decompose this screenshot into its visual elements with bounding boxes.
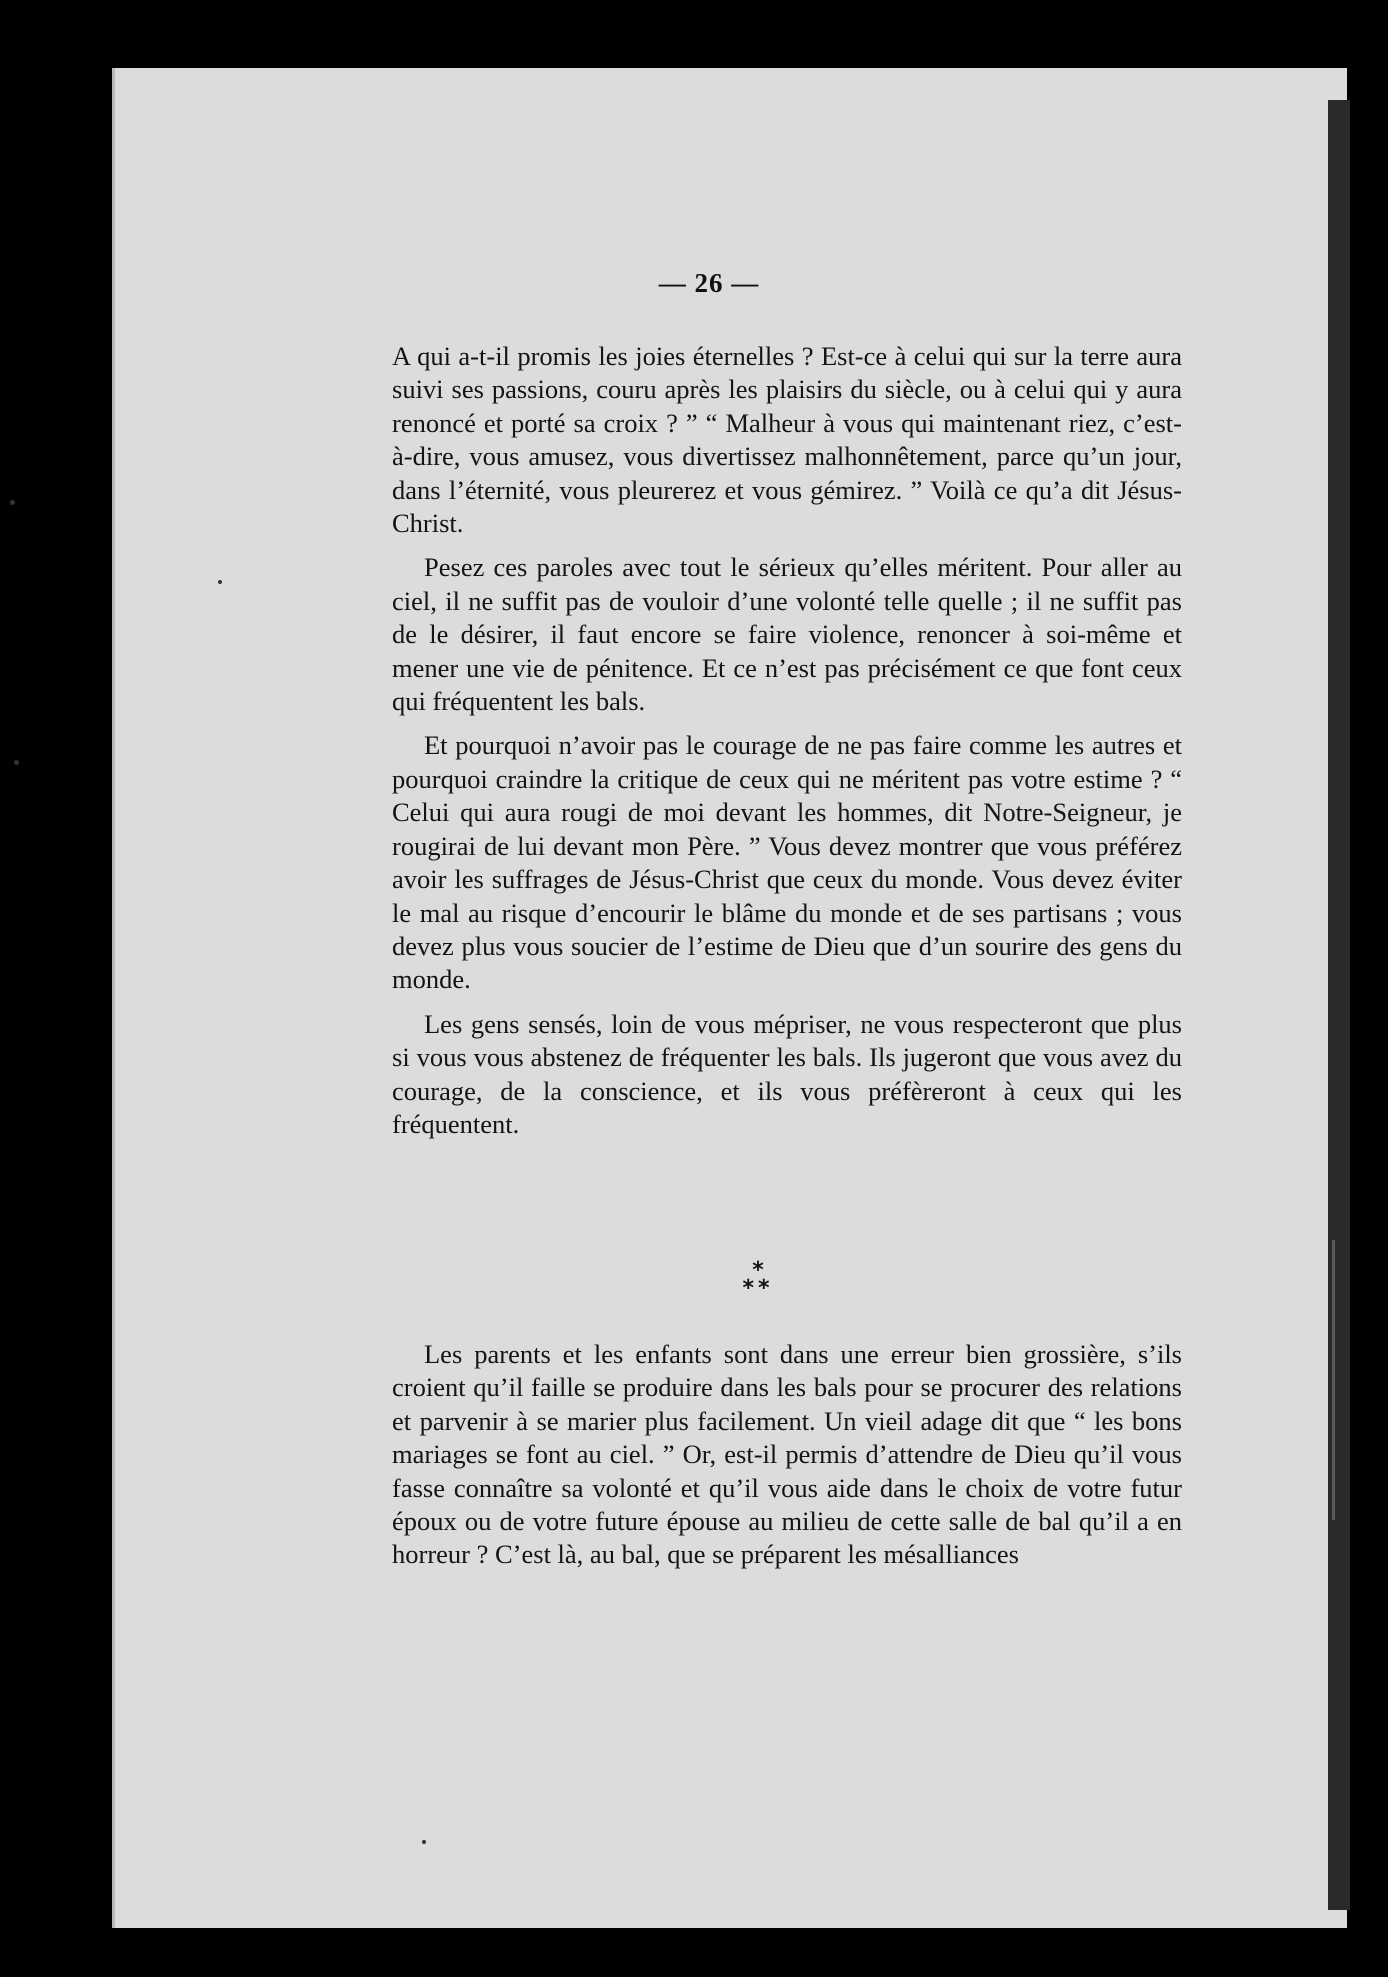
scan-speck — [218, 580, 222, 584]
section-1 — [392, 340, 1182, 1152]
asterism-top: * — [752, 1258, 764, 1283]
scan-speck — [14, 760, 19, 765]
page-edge-mark — [1332, 1240, 1335, 1520]
section-2 — [392, 1338, 1182, 1583]
paragraph-2: Pesez ces paroles avec tout le sérieux qu’elles méritent. Pour aller au ciel, il ne suffit pas de vouloir d’une volonté telle quelle ; il ne suffit pas de le désirer, il faut encore se faire violence, renoncer à soi-même et mener une vie de pénitence. Et ce n’est pas précisément ce que font ceux qui fréquentent les bals. — [392, 552, 1182, 717]
asterism-bottom: ** — [742, 1276, 774, 1301]
scan-speck — [422, 1840, 426, 1844]
paragraph-5: Les parents et les enfants sont dans une erreur bien grossière, s’ils croient qu’il faille se produire dans les bals pour se procurer des relations et parvenir à se marier plus facilement. Un vieil adage dit que “ les bons mariages se font au ciel. ” Or, est-il permis d’attendre de Dieu qu’il vous fasse connaître sa volonté et qu’il vous aide dans le choix de votre futur époux ou de votre future épouse au milieu de cette salle de bal qu’il a en horreur ? C’est là, au bal, que se préparent les mésalliances — [392, 1339, 1182, 1570]
scan-speck — [10, 500, 15, 505]
paragraph-3: Et pourquoi n’avoir pas le courage de ne pas faire comme les autres et pourquoi craindre la critique de ceux qui ne méritent pas votre estime ? “ Celui qui aura rougi de moi devant les hommes, dit Notre-Seigneur, je rougirai de lui devant mon Père. ” Vous devez montrer que vous préférez avoir les suffrages de Jésus-Christ que ceux du monde. Vous devez éviter le mal au risque d’encourir le blâme du monde et de ses partisans ; vous devez plus vous soucier de l’estime de Dieu que d’un sourire des gens du monde. — [392, 730, 1182, 995]
paragraph-1: A qui a-t-il promis les joies éternelles ? Est-ce à celui qui sur la terre aura suivi ses passions, couru après les plaisirs du siècle, ou à celui qui y aura renoncé et porté sa croix ? ” “ Malheur à vous qui maintenant riez, c’est-à-dire, vous amusez, vous divertissez malhonnêtement, parce qu’un jour, dans l’éternité, vous pleurerez et vous gémirez. ” Voilà ce qu’a dit Jésus-Christ. — [392, 341, 1182, 539]
page-number: — 26 — — [658, 268, 760, 298]
section-divider-asterism — [728, 1258, 788, 1301]
paragraph-4: Les gens sensés, loin de vous mépriser, ne vous respecteront que plus si vous vous abstenez de fréquenter les bals. Ils jugeront que vous avez du courage, de la conscience, et ils vous préfèreront à ceux qui les fréquentent. — [392, 1008, 1182, 1139]
page-binding-shadow — [1328, 100, 1350, 1910]
